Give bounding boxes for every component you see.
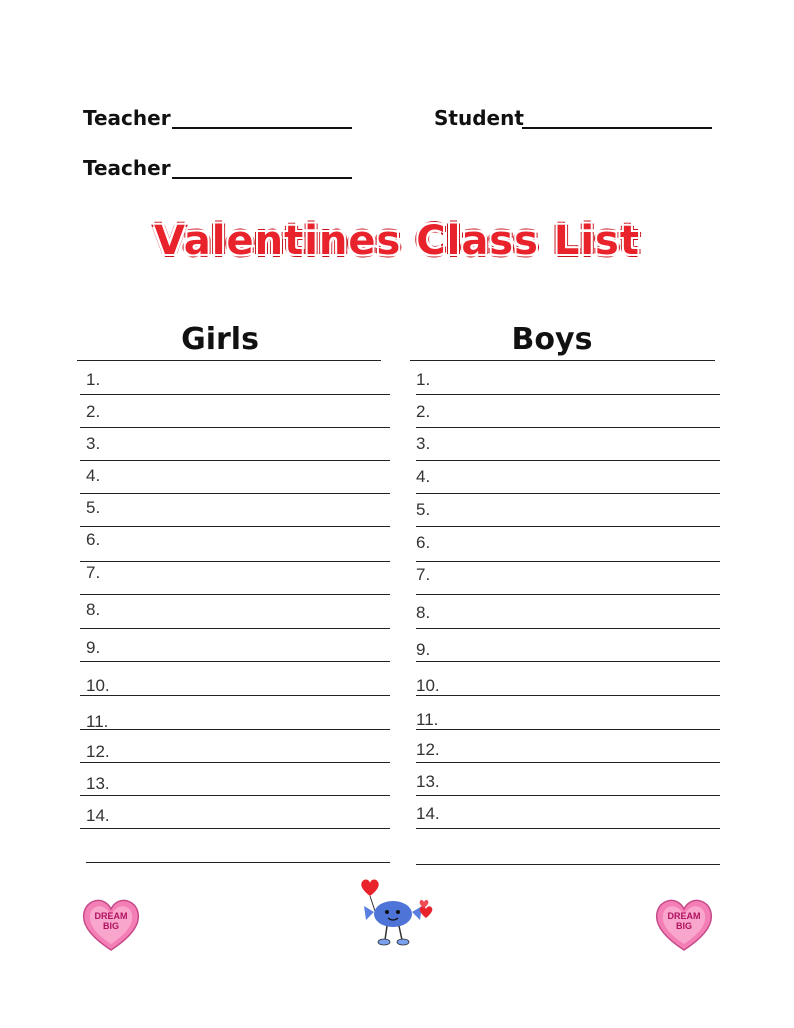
girls-item-number: 1. bbox=[86, 370, 101, 389]
girls-heading: Girls bbox=[181, 322, 259, 357]
girls-extra-line[interactable] bbox=[86, 862, 390, 863]
boys-item-number: 5. bbox=[416, 500, 431, 519]
candy-heart-icon bbox=[653, 895, 715, 953]
candy-character-icon bbox=[356, 876, 438, 952]
teacher-field-2[interactable] bbox=[172, 177, 352, 179]
girls-item-number: 7. bbox=[86, 563, 101, 582]
girls-item-line[interactable] bbox=[80, 394, 390, 395]
girls-item-line[interactable] bbox=[80, 427, 390, 428]
boys-item-number: 9. bbox=[416, 640, 431, 659]
svg-text:DREAM: DREAM bbox=[667, 911, 701, 921]
girls-item-number: 2. bbox=[86, 402, 101, 421]
boys-item-line[interactable] bbox=[416, 828, 720, 829]
boys-item-number: 14. bbox=[416, 804, 440, 823]
boys-item-line[interactable] bbox=[416, 661, 720, 662]
boys-item-number: 3. bbox=[416, 434, 431, 453]
boys-item-number: 7. bbox=[416, 565, 431, 584]
girls-item-line[interactable] bbox=[80, 526, 390, 527]
girls-item-number: 8. bbox=[86, 600, 101, 619]
boys-item-line[interactable] bbox=[416, 526, 720, 527]
girls-item-line[interactable] bbox=[80, 695, 390, 696]
candy-heart-icon bbox=[80, 895, 142, 953]
svg-text:DREAM: DREAM bbox=[94, 911, 128, 921]
girls-item-line[interactable] bbox=[80, 661, 390, 662]
teacher-field-1[interactable] bbox=[172, 127, 352, 129]
girls-item-number: 13. bbox=[86, 774, 110, 793]
girls-heading-underline bbox=[77, 360, 381, 361]
boys-item-number: 4. bbox=[416, 467, 431, 486]
girls-item-number: 12. bbox=[86, 742, 110, 761]
girls-item-line[interactable] bbox=[80, 594, 390, 595]
boys-item-number: 8. bbox=[416, 603, 431, 622]
boys-item-line[interactable] bbox=[416, 427, 720, 428]
boys-item-line[interactable] bbox=[416, 561, 720, 562]
girls-item-line[interactable] bbox=[80, 493, 390, 494]
girls-item-line[interactable] bbox=[80, 795, 390, 796]
boys-item-line[interactable] bbox=[416, 729, 720, 730]
boys-item-number: 1. bbox=[416, 370, 431, 389]
boys-item-line[interactable] bbox=[416, 762, 720, 763]
girls-item-line[interactable] bbox=[80, 460, 390, 461]
boys-heading: Boys bbox=[511, 322, 593, 357]
svg-text:BIG: BIG bbox=[102, 921, 120, 931]
girls-item-number: 6. bbox=[86, 530, 101, 549]
teacher-label-1: Teacher bbox=[83, 106, 171, 130]
girls-item-line[interactable] bbox=[80, 762, 390, 763]
boys-item-line[interactable] bbox=[416, 695, 720, 696]
boys-item-number: 10. bbox=[416, 676, 440, 695]
boys-item-number: 6. bbox=[416, 533, 431, 552]
boys-extra-line[interactable] bbox=[416, 864, 720, 865]
girls-item-number: 11. bbox=[86, 712, 109, 731]
girls-item-line[interactable] bbox=[80, 729, 390, 730]
girls-item-number: 9. bbox=[86, 638, 101, 657]
girls-item-number: 3. bbox=[86, 434, 101, 453]
boys-item-line[interactable] bbox=[416, 594, 720, 595]
girls-item-number: 4. bbox=[86, 466, 101, 485]
boys-heading-underline bbox=[410, 360, 715, 361]
boys-item-number: 11. bbox=[416, 710, 439, 729]
student-label: Student bbox=[434, 106, 524, 130]
girls-item-line[interactable] bbox=[80, 828, 390, 829]
girls-item-number: 10. bbox=[86, 676, 110, 695]
page-title: Valentines Class List bbox=[154, 218, 640, 264]
girls-item-number: 14. bbox=[86, 806, 110, 825]
girls-item-line[interactable] bbox=[80, 561, 390, 562]
svg-text:BIG: BIG bbox=[675, 921, 693, 931]
boys-item-number: 13. bbox=[416, 772, 440, 791]
teacher-label-2: Teacher bbox=[83, 156, 171, 180]
boys-item-line[interactable] bbox=[416, 795, 720, 796]
student-field[interactable] bbox=[522, 127, 712, 129]
boys-item-number: 12. bbox=[416, 740, 440, 759]
girls-item-number: 5. bbox=[86, 498, 101, 517]
girls-item-line[interactable] bbox=[80, 628, 390, 629]
boys-item-number: 2. bbox=[416, 402, 431, 421]
boys-item-line[interactable] bbox=[416, 394, 720, 395]
boys-item-line[interactable] bbox=[416, 493, 720, 494]
boys-item-line[interactable] bbox=[416, 628, 720, 629]
boys-item-line[interactable] bbox=[416, 460, 720, 461]
